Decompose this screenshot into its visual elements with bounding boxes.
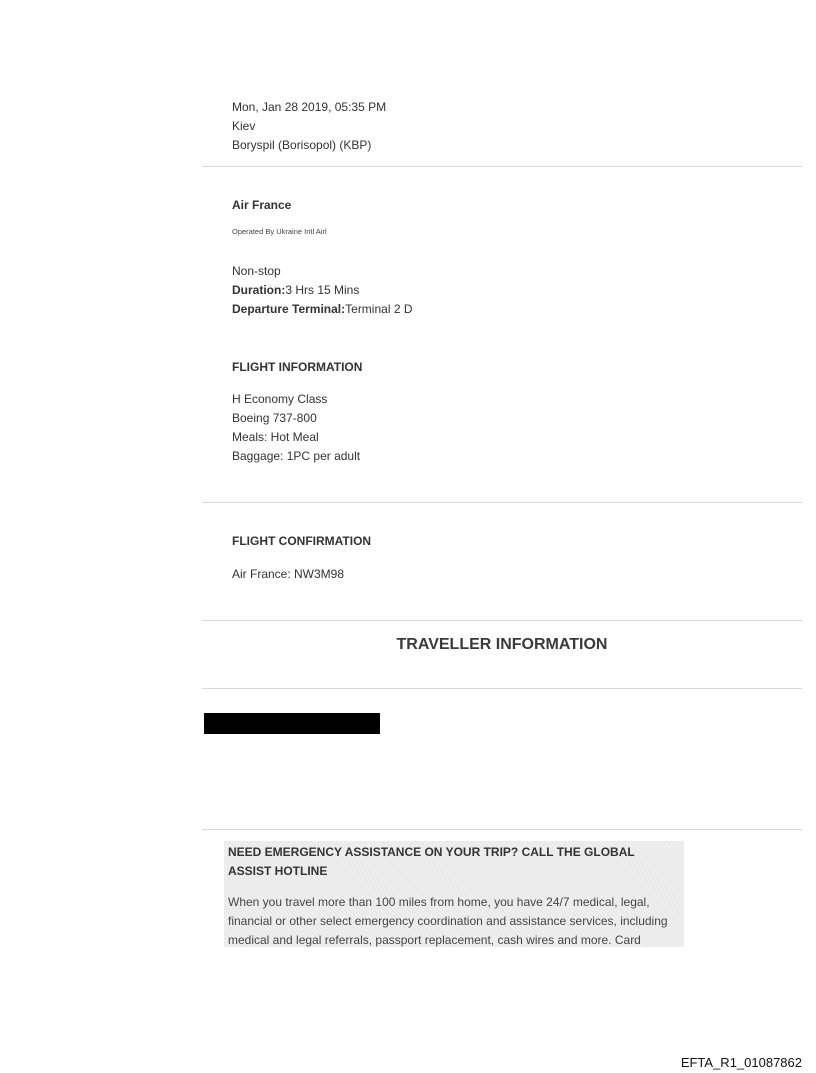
terminal-value: Terminal 2 D xyxy=(345,302,413,316)
terminal-label: Departure Terminal: xyxy=(232,302,346,316)
flight-confirmation-heading: FLIGHT CONFIRMATION xyxy=(232,534,372,548)
emergency-body: When you travel more than 100 miles from home, you have 24/7 medical, legal, financial or other select emergency coordination and assistance services, including medical and legal referrals, passport replacement, cash wires and more. Card xyxy=(228,895,668,947)
divider xyxy=(202,620,802,621)
aircraft: Boeing 737-800 xyxy=(232,411,317,425)
baggage: Baggage: 1PC per adult xyxy=(232,449,361,463)
flight-information-details xyxy=(232,390,360,466)
traveller-information-title: TRAVELLER INFORMATION xyxy=(396,636,608,653)
duration-value: 3 Hrs 15 Mins xyxy=(285,283,360,297)
flight-information-heading: FLIGHT INFORMATION xyxy=(232,360,363,374)
emergency-assistance-notice xyxy=(224,841,684,947)
airline-name: Air France xyxy=(232,198,292,212)
confirmation-code: Air France: NW3M98 xyxy=(232,567,345,581)
divider xyxy=(202,502,802,503)
departure-airport: Boryspil (Borisopol) (KBP) xyxy=(232,138,372,152)
departure-datetime: Mon, Jan 28 2019, 05:35 PM xyxy=(232,100,387,114)
meals: Meals: Hot Meal xyxy=(232,430,319,444)
departure-terminal xyxy=(232,300,413,319)
operated-by: Operated By Ukraine Intl Airl xyxy=(232,227,327,236)
divider xyxy=(202,166,802,167)
redacted-traveller-name xyxy=(204,713,380,734)
stops: Non-stop xyxy=(232,264,281,278)
flight-segment-details xyxy=(232,262,413,319)
departure-details xyxy=(232,98,386,155)
divider xyxy=(202,688,802,689)
document-id: EFTA_R1_01087862 xyxy=(680,1055,802,1070)
cabin-class: H Economy Class xyxy=(232,392,328,406)
duration-label: Duration: xyxy=(232,283,286,297)
divider xyxy=(202,829,802,830)
duration xyxy=(232,281,413,300)
departure-city: Kiev xyxy=(232,119,256,133)
emergency-title: NEED EMERGENCY ASSISTANCE ON YOUR TRIP? CALL THE GLOBAL ASSIST HOTLINE xyxy=(228,845,635,878)
